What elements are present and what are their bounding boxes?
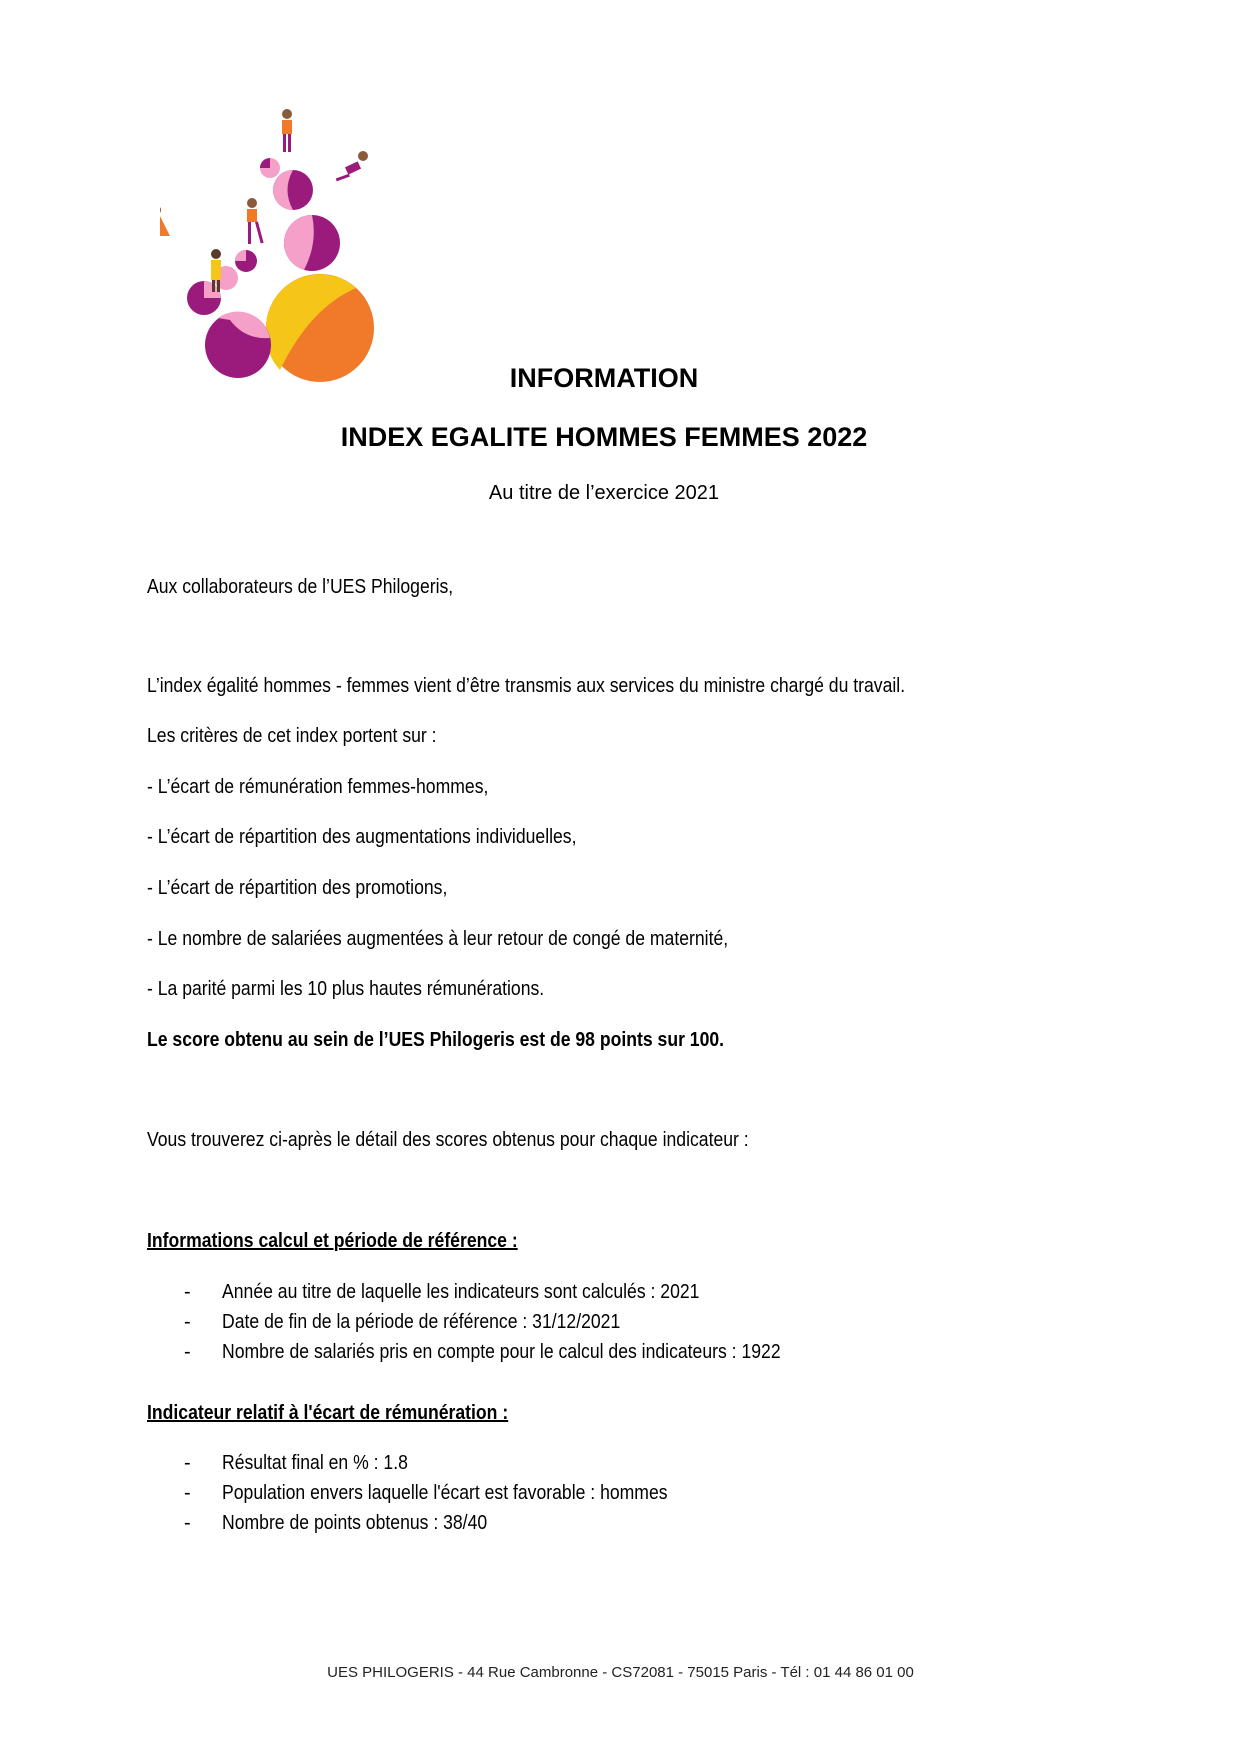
score-statement: Le score obtenu au sein de l’UES Philogeris est de 98 points sur 100. (147, 1029, 725, 1051)
person-icon-yellow (211, 249, 221, 292)
document-subtitle: INDEX EGALITE HOMMES FEMMES 2022 (340, 422, 868, 452)
list-item: Résultat final en % : 1.8 (222, 1452, 408, 1474)
list-marker: - (184, 1311, 191, 1333)
page-footer: UES PHILOGERIS - 44 Rue Cambronne - CS72081 - 75015 Paris - Tél : 01 44 86 01 00 (327, 1664, 914, 1681)
exercise-year: Au titre de l’exercice 2021 (488, 482, 720, 504)
list-marker: - (184, 1341, 191, 1363)
list-item: Population envers laquelle l'écart est favorable : hommes (222, 1482, 668, 1504)
section-heading-remuneration: Indicateur relatif à l'écart de rémunération : (147, 1402, 509, 1424)
criteria-item: - L’écart de répartition des promotions, (147, 877, 448, 899)
list-item: Nombre de salariés pris en compte pour le calcul des indicateurs : 1922 (222, 1341, 781, 1363)
person-icon-left (160, 205, 170, 236)
criteria-intro: Les critères de cet index portent sur : (147, 725, 437, 747)
details-intro: Vous trouverez ci-après le détail des scores obtenus pour chaque indicateur : (147, 1129, 749, 1151)
person-icon-right (336, 151, 368, 181)
list-marker: - (184, 1482, 191, 1504)
salutation: Aux collaborateurs de l’UES Philogeris, (147, 576, 454, 598)
criteria-item: - Le nombre de salariées augmentées à leur retour de congé de maternité, (147, 928, 729, 950)
document-title: INFORMATION (509, 363, 699, 393)
people-on-circles-logo (160, 108, 420, 383)
list-item: Date de fin de la période de référence : 31/12/2021 (222, 1311, 621, 1333)
person-icon-middle (247, 198, 264, 244)
criteria-item: - L’écart de rémunération femmes-hommes, (147, 776, 489, 798)
intro-paragraph: L’index égalité hommes - femmes vient d’être transmis aux services du ministre chargé du travail. (147, 675, 906, 697)
list-marker: - (184, 1281, 191, 1303)
criteria-item: - L’écart de répartition des augmentations individuelles, (147, 826, 577, 848)
criteria-item: - La parité parmi les 10 plus hautes rémunérations. (147, 978, 545, 1000)
list-marker: - (184, 1452, 191, 1474)
list-item: Nombre de points obtenus : 38/40 (222, 1512, 488, 1534)
list-item: Année au titre de laquelle les indicateurs sont calculés : 2021 (222, 1281, 700, 1303)
list-marker: - (184, 1512, 191, 1534)
person-icon-top (282, 109, 292, 152)
section-heading-reference: Informations calcul et période de référence : (147, 1230, 518, 1252)
